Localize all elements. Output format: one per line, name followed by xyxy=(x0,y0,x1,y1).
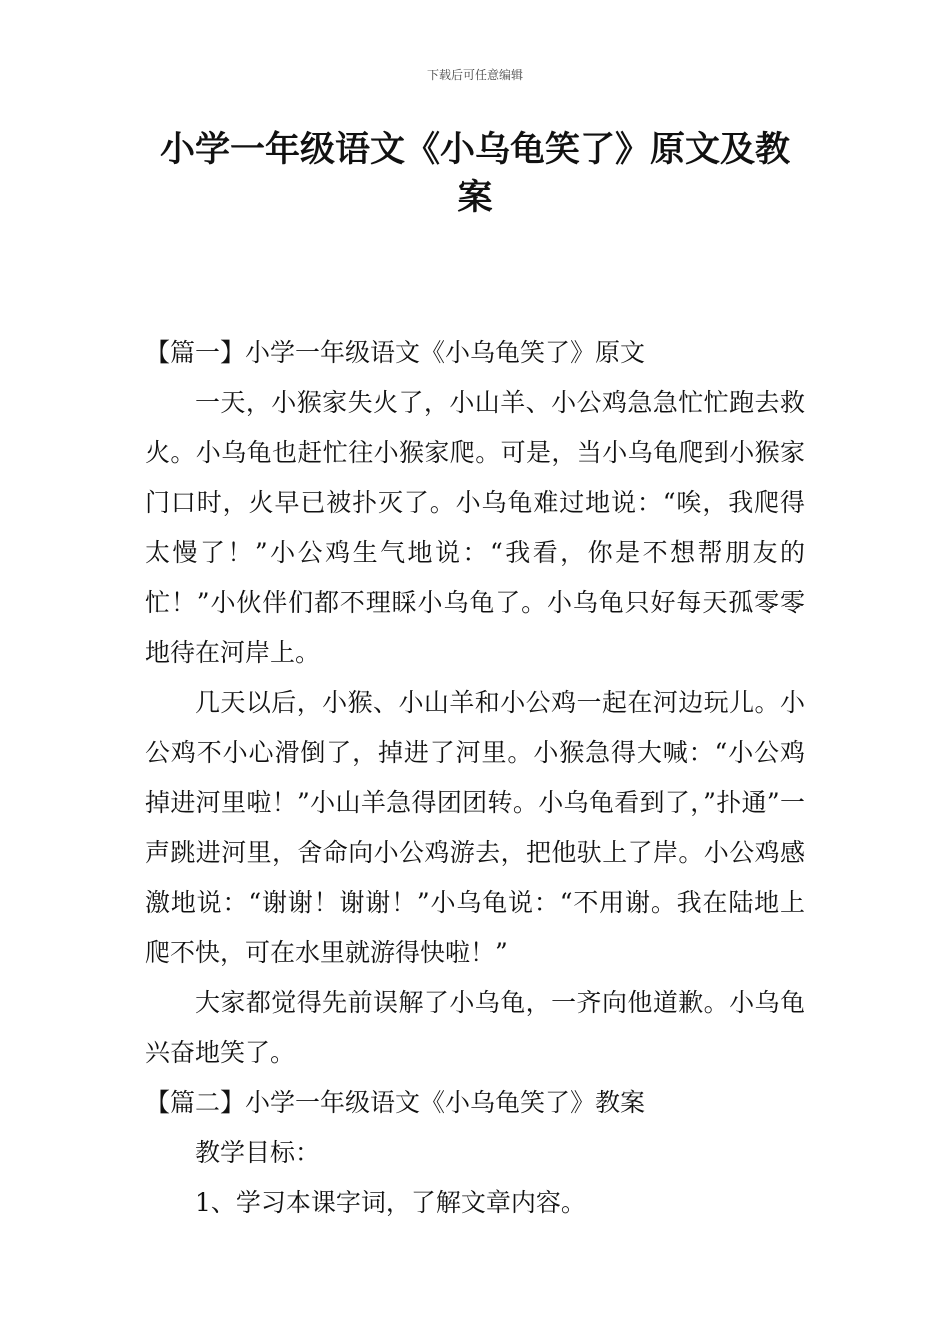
paragraph: 一天，小猴家失火了，小山羊、小公鸡急急忙忙跑去救火。小乌龟也赶忙往小猴家爬。可是，当小乌龟爬到小猴家门口时，火早已被扑灭了。小乌龟难过地说：“唉，我爬得太慢了！”小公鸡生气地说：“我看，你是不想帮朋友的忙！”小伙伴们都不理睬小乌龟了。小乌龟只好每天孤零零地待在河岸上。 xyxy=(145,388,805,667)
paragraph: 大家都觉得先前误解了小乌龟，一齐向他道歉。小乌龟兴奋地笑了。 xyxy=(145,988,805,1067)
paragraph: 1、学习本课字词，了解文章内容。 xyxy=(195,1188,586,1217)
document-title: 小学一年级语文《小乌龟笑了》原文及教案 xyxy=(159,130,790,218)
section-heading-2: 【篇二】小学一年级语文《小乌龟笑了》教案 xyxy=(145,1088,646,1117)
page-header: 下载后可任意编辑 xyxy=(426,68,523,82)
section-heading-1: 【篇一】小学一年级语文《小乌龟笑了》原文 xyxy=(145,338,646,367)
document-body xyxy=(145,328,805,1228)
paragraph: 教学目标： xyxy=(195,1138,321,1167)
paragraph: 几天以后，小猴、小山羊和小公鸡一起在河边玩儿。小公鸡不小心滑倒了，掉进了河里。小猴急得大喊：“小公鸡掉进河里啦！”小山羊急得团团转。小乌龟看到了，”扑通”一声跳进河里，舍命向小公鸡游去，把他驮上了岸。小公鸡感激地说：“谢谢！谢谢！”小乌龟说：“不用谢。我在陆地上爬不快，可在水里就游得快啦！” xyxy=(145,688,805,967)
